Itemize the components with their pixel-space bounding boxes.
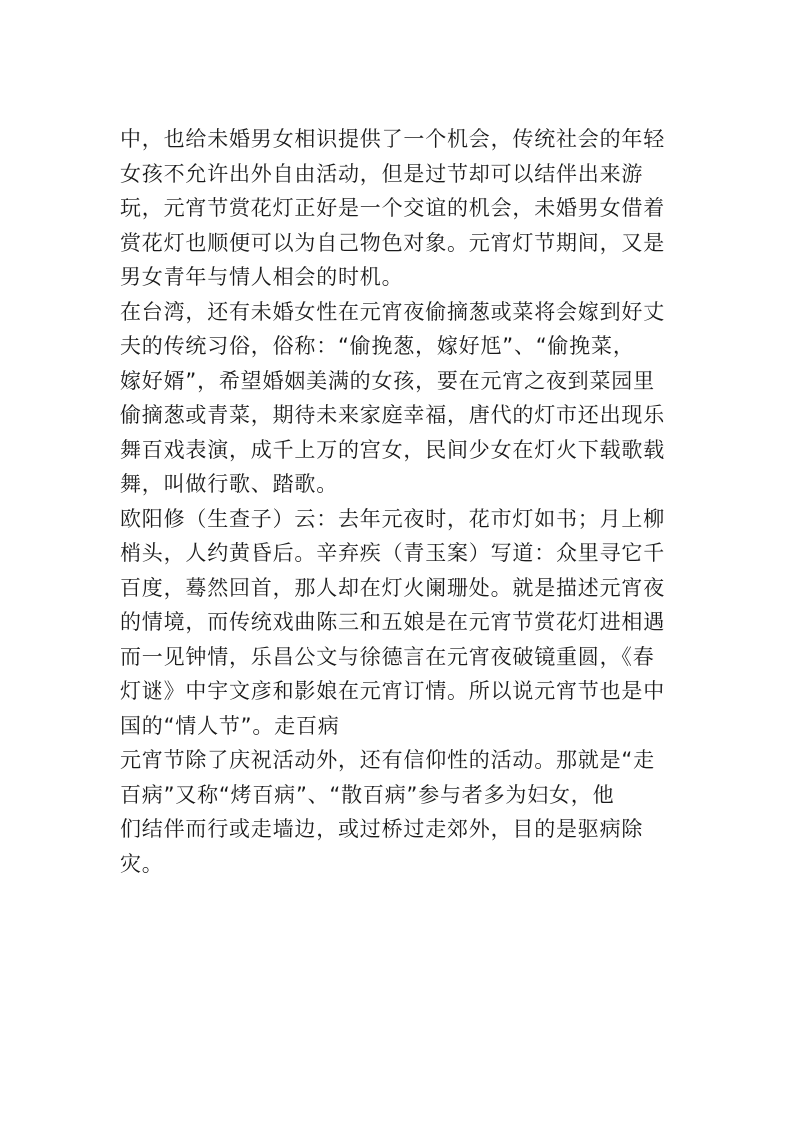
text-line: 国的“情人节”。走百病 bbox=[120, 713, 340, 738]
paragraph bbox=[120, 295, 680, 502]
document-body bbox=[120, 122, 680, 881]
text-line: 在台湾，还有未婚女性在元宵夜偷摘葱或菜将会嫁到好丈 bbox=[120, 299, 665, 324]
text-line: 玩，元宵节赏花灯正好是一个交谊的机会，未婚男女借着 bbox=[120, 196, 665, 220]
text-line: 中，也给未婚男女相识提供了一个机会，传统社会的年轻 bbox=[120, 127, 665, 151]
paragraph bbox=[120, 502, 680, 744]
text-line: 梢头，人约黄昏后。辛弃疾（青玉案）写道：众里寻它千 bbox=[120, 541, 665, 565]
text-line: 们结伴而行或走墙边，或过桥过走郊外，目的是驱病除 bbox=[120, 817, 644, 841]
text-line: 灯谜》中宇文彦和影娘在元宵订情。所以说元宵节也是中 bbox=[120, 679, 665, 703]
text-line: 灾。 bbox=[120, 851, 164, 876]
text-line: 男女青年与情人相会的时机。 bbox=[120, 265, 404, 289]
paragraph bbox=[120, 122, 680, 295]
text-line: 百病”又称“烤百病”、“散百病”参与者多为妇女，他 bbox=[120, 782, 615, 807]
text-line: 舞，叫做行歌、踏歌。 bbox=[120, 472, 338, 496]
text-line: 偷摘葱或青菜，期待未来家庭幸福，唐代的灯市还出现乐 bbox=[120, 403, 665, 427]
text-line: 夫的传统习俗，俗称：“偷挽葱，嫁好尪”、“偷挽菜， bbox=[120, 334, 635, 358]
paragraph bbox=[120, 743, 680, 881]
text-line: 百度，蓦然回首，那人却在灯火阑珊处。就是描述元宵夜 bbox=[120, 575, 665, 600]
text-line: 元宵节除了庆祝活动外，还有信仰性的活动。那就是“走 bbox=[120, 748, 655, 772]
text-line: 女孩不允许出外自由活动，但是过节却可以结伴出来游 bbox=[120, 161, 644, 186]
text-line: 舞百戏表演，成千上万的宫女，民间少女在灯火下载歌载 bbox=[120, 437, 665, 462]
text-line: 的情境，而传统戏曲陈三和五娘是在元宵节赏花灯进相遇 bbox=[120, 610, 665, 634]
text-line: 嫁好婿”，希望婚姻美满的女孩，要在元宵之夜到菜园里 bbox=[120, 368, 655, 393]
text-line: 而一见钟情，乐昌公文与徐德言在元宵夜破镜重圆，《春 bbox=[120, 644, 655, 669]
text-line: 欧阳修（生查子）云：去年元夜时，花市灯如书；月上柳 bbox=[120, 506, 665, 531]
text-line: 赏花灯也顺便可以为自己物色对象。元宵灯节期间，又是 bbox=[120, 230, 665, 255]
